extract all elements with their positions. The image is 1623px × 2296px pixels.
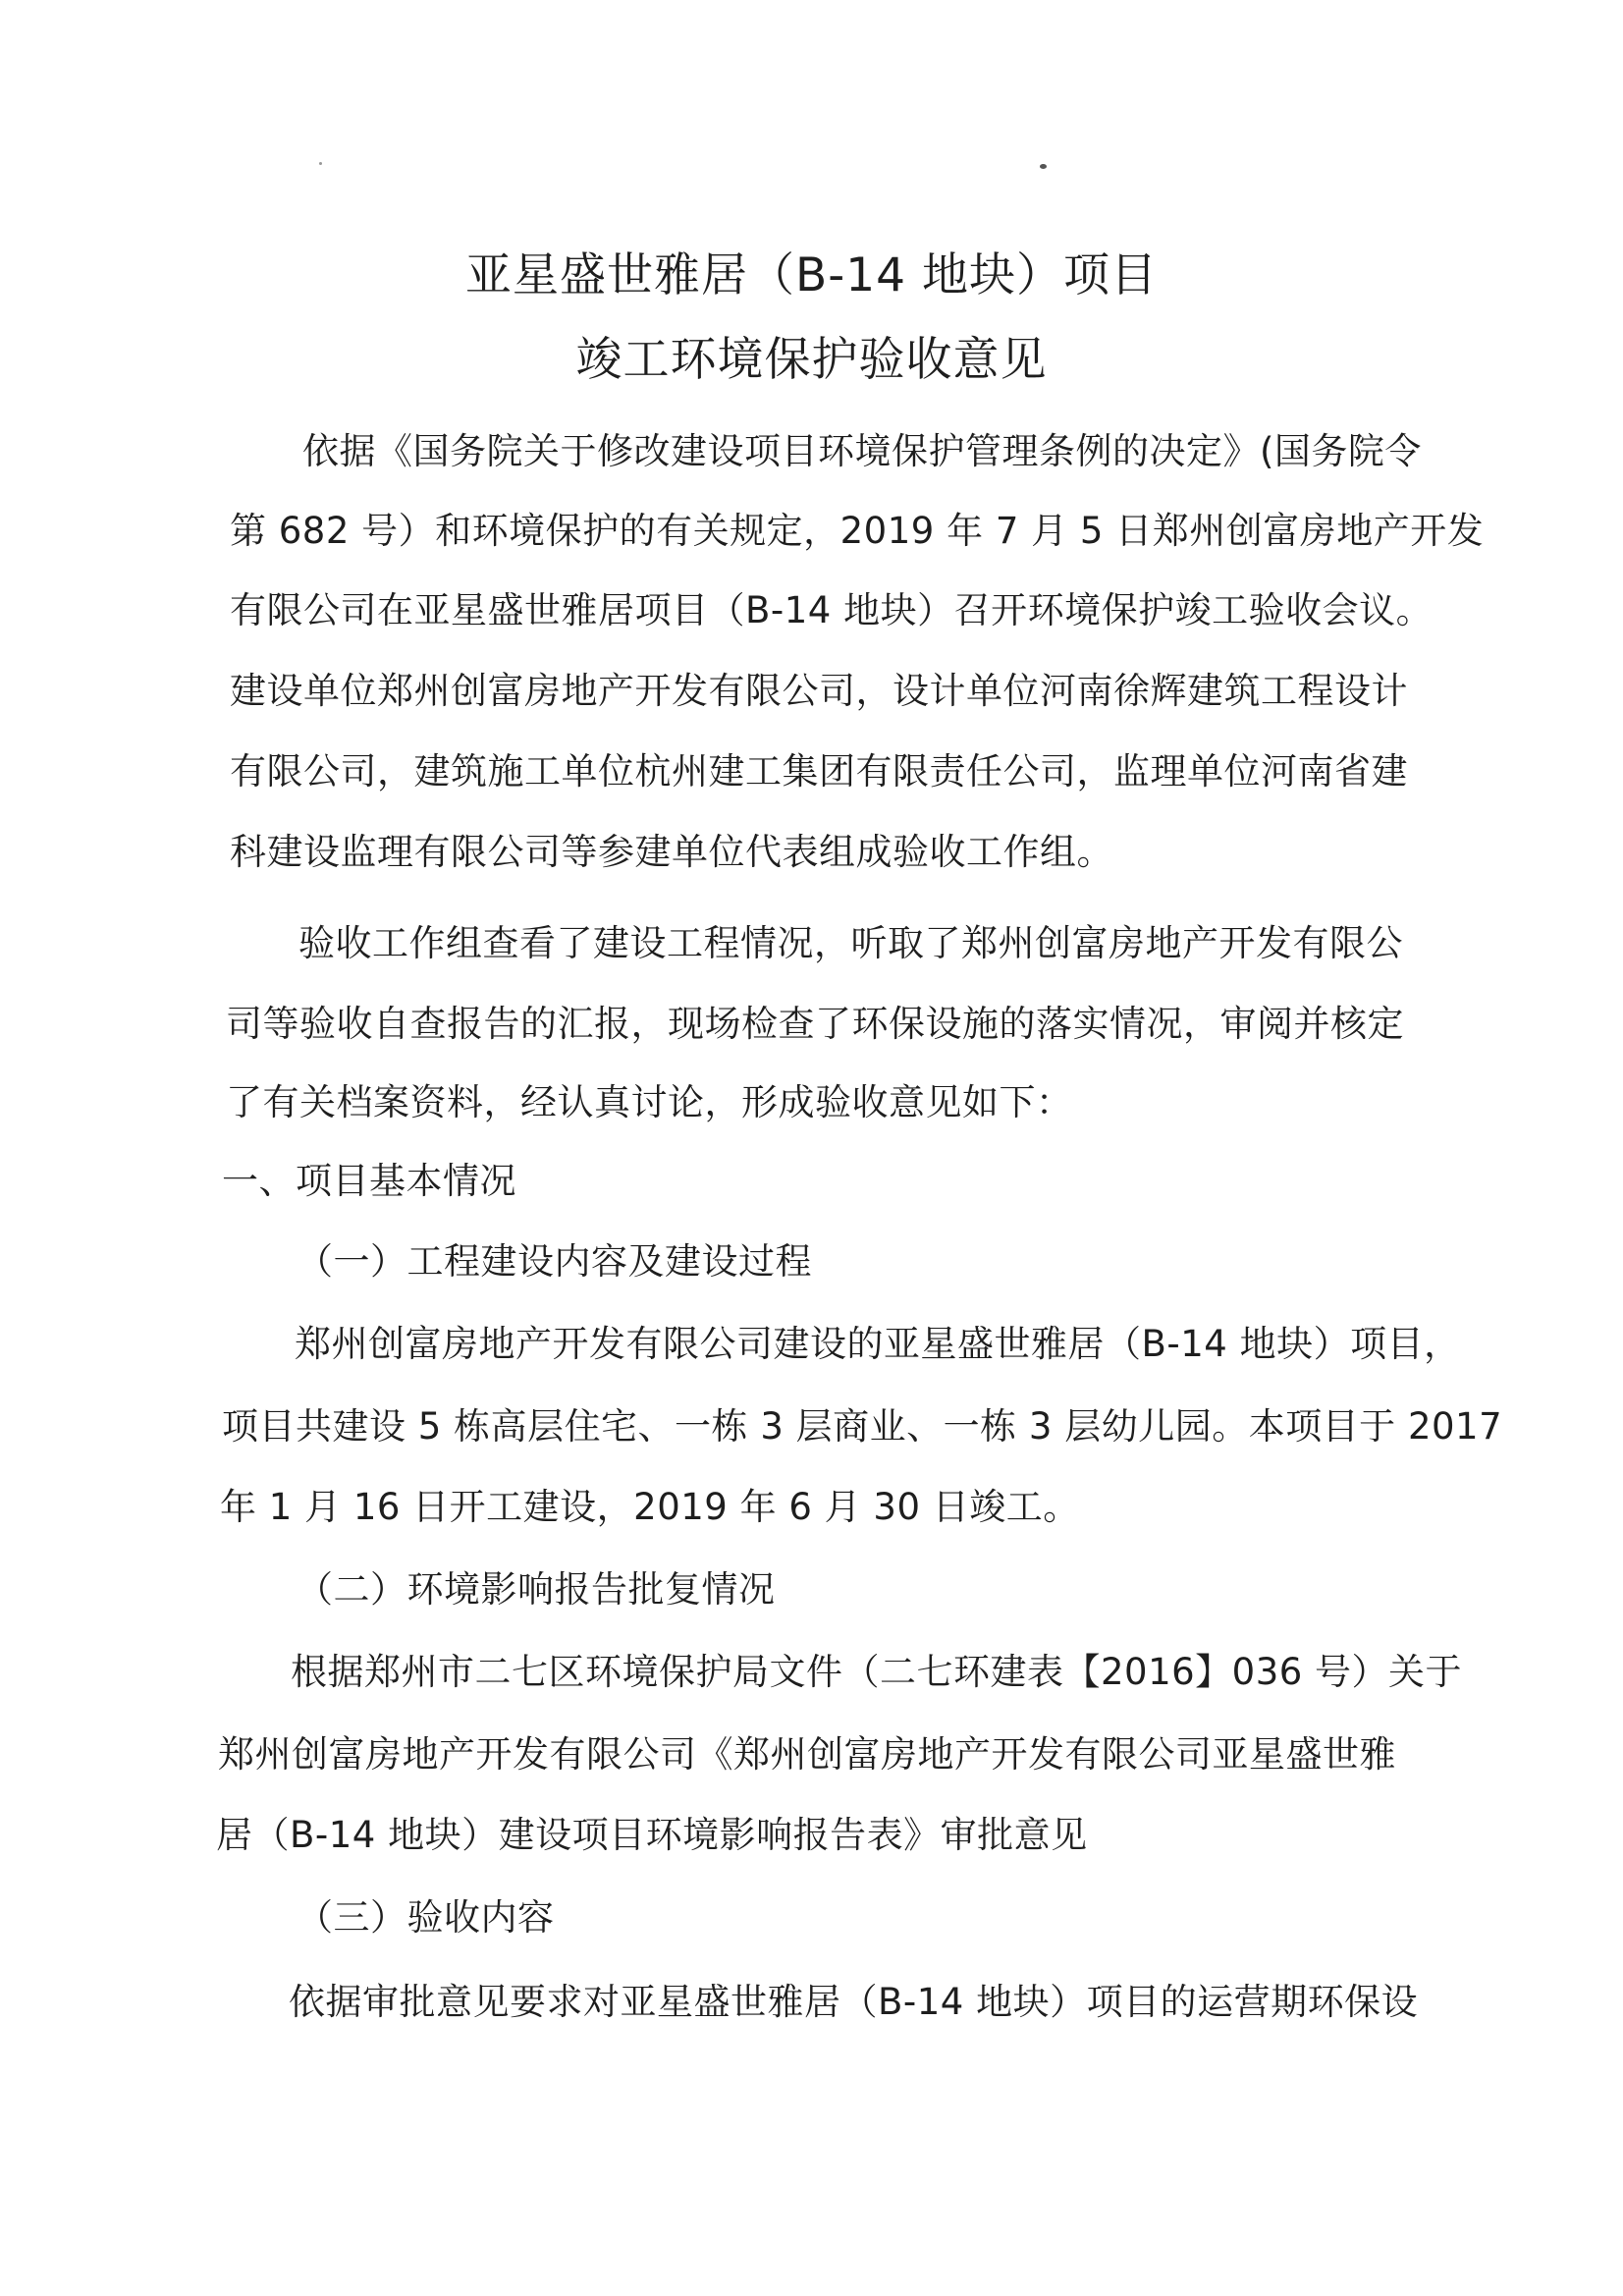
paragraph-3-line: 项目共建设 5 栋高层住宅、一栋 3 层商业、一栋 3 层幼儿园。本项目于 2017 [222,1405,1503,1448]
paragraph-2-line: 了有关档案资料，经认真讨论，形成验收意见如下： [226,1081,1073,1123]
paragraph-1-line: 第 682 号）和环境保护的有关规定，2019 年 7 月 5 日郑州创富房地产开发 [230,510,1485,552]
paragraph-1-line: 有限公司在亚星盛世雅居项目（B-14 地块）召开环境保护竣工验收会议。 [230,589,1434,631]
paragraph-1-line: 科建设监理有限公司等参建单位代表组成验收工作组。 [230,831,1113,873]
section-heading-1: 一、项目基本情况 [222,1160,516,1202]
paragraph-2-line: 司等验收自查报告的汇报，现场检查了环保设施的落实情况，审阅并核定 [226,1003,1404,1045]
scan-speck [1040,164,1047,169]
scan-speck [319,162,322,165]
paragraph-4-line: 郑州创富房地产开发有限公司《郑州创富房地产开发有限公司亚星盛世雅 [218,1733,1396,1776]
paragraph-4-line: 根据郑州市二七区环境保护局文件（二七环建表【2016】036 号）关于 [291,1651,1463,1693]
paragraph-1-line: 依据《国务院关于修改建设项目环境保护管理条例的决定》(国务院令 [302,430,1422,472]
paragraph-2-line: 验收工作组查看了建设工程情况，听取了郑州创富房地产开发有限公 [298,922,1403,964]
subsection-heading-3: （三）验收内容 [297,1896,555,1939]
paragraph-3-line: 郑州创富房地产开发有限公司建设的亚星盛世雅居（B-14 地块）项目， [295,1323,1461,1365]
paragraph-1-line: 有限公司，建筑施工单位杭州建工集团有限责任公司，监理单位河南省建 [230,750,1408,793]
subsection-heading-1: （一）工程建设内容及建设过程 [297,1240,812,1283]
subsection-heading-2: （二）环境影响报告批复情况 [297,1568,776,1611]
paragraph-4-line: 居（B-14 地块）建设项目环境影响报告表》审批意见 [216,1814,1088,1856]
document-title-line2: 竣工环境保护验收意见 [575,333,1048,387]
paragraph-5-line: 依据审批意见要求对亚星盛世雅居（B-14 地块）项目的运营期环保设 [289,1981,1419,2023]
document-title-line1: 亚星盛世雅居（B-14 地块）项目 [465,248,1158,302]
paragraph-3-line: 年 1 月 16 日开工建设，2019 年 6 月 30 日竣工。 [220,1486,1080,1528]
paragraph-1-line: 建设单位郑州创富房地产开发有限公司，设计单位河南徐辉建筑工程设计 [230,670,1408,712]
